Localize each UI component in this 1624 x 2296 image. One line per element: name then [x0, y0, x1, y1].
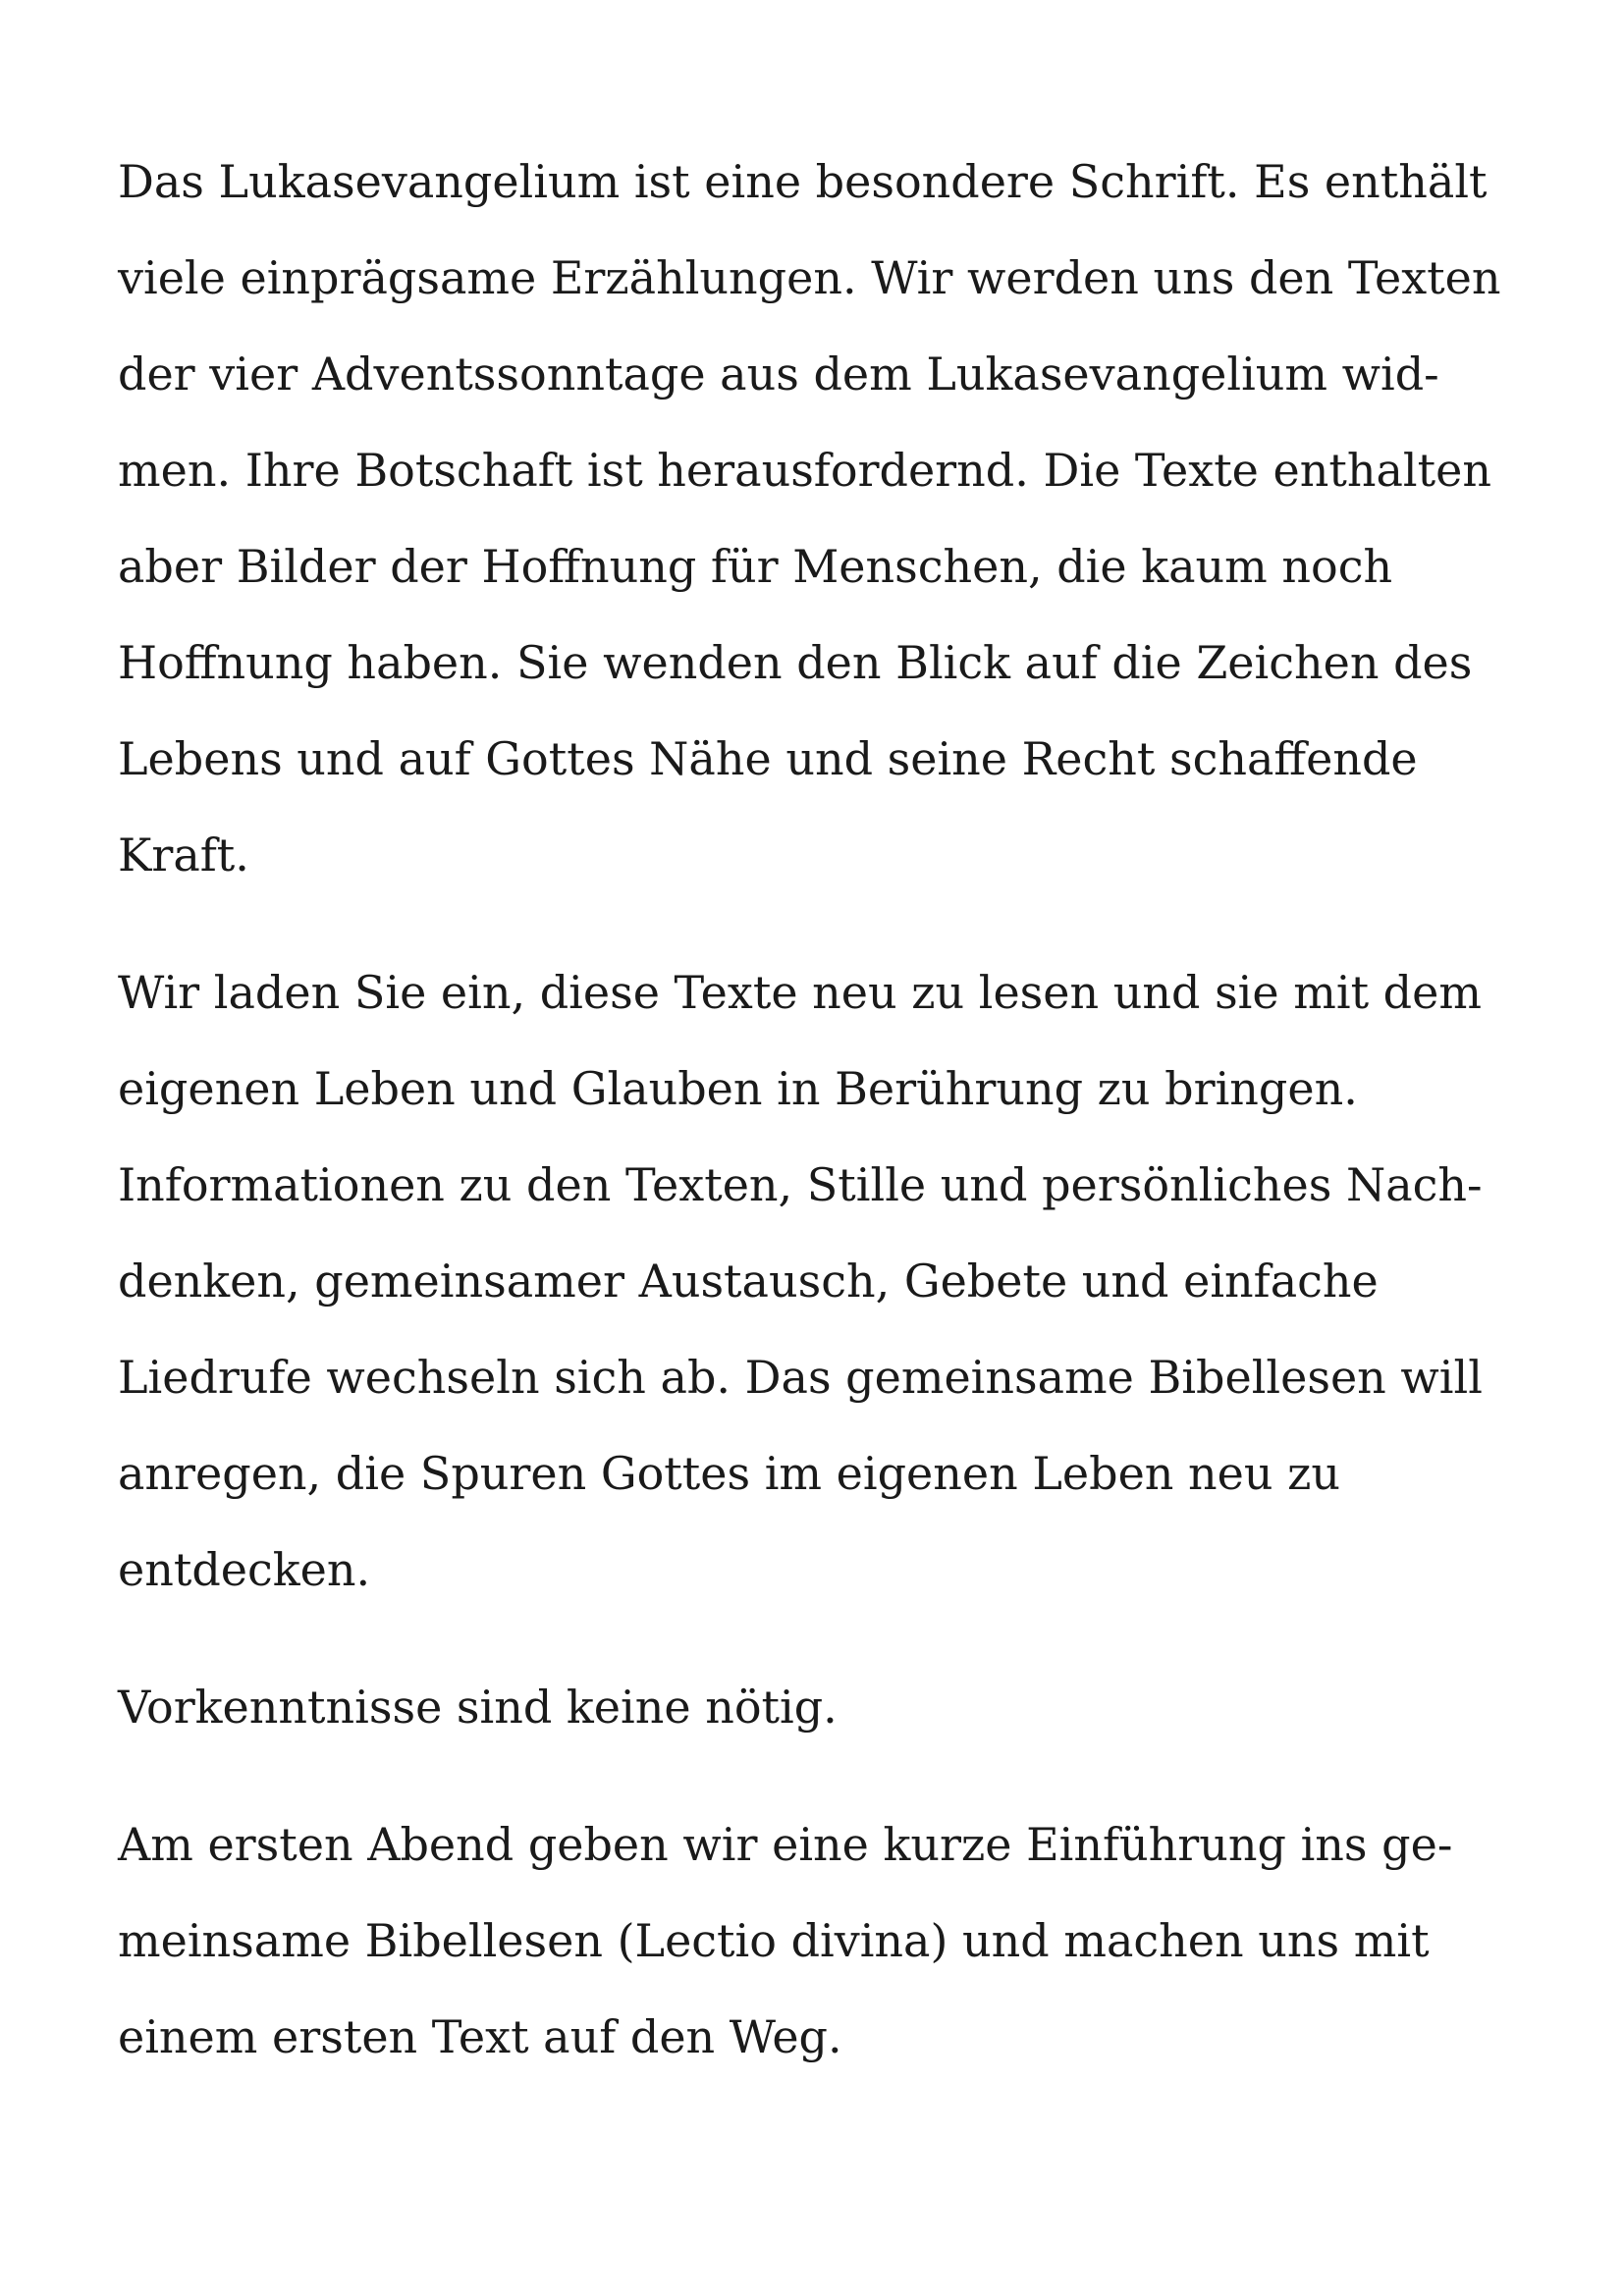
text-line: Das Lukasevangelium ist eine besondere Schrift. Es enthält — [118, 155, 1488, 208]
paragraph-invitation — [118, 944, 1542, 1618]
text-line: Vorkenntnisse sind keine nötig. — [118, 1681, 838, 1734]
text-line: aber Bilder der Hoffnung für Menschen, die kaum noch — [118, 540, 1393, 593]
text-line: der vier Adventssonntage aus dem Lukasevangelium wid- — [118, 347, 1439, 400]
text-line: meinsame Bibellesen (Lectio divina) und machen uns mit — [118, 1914, 1430, 1967]
text-line: Lebens und auf Gottes Nähe und seine Recht schaffende — [118, 732, 1418, 785]
text-line: entdecken. — [118, 1543, 371, 1596]
text-line: Liedrufe wechseln sich ab. Das gemeinsame Bibellesen will — [118, 1351, 1483, 1404]
text-line: Wir laden Sie ein, diese Texte neu zu lesen und sie mit dem — [118, 966, 1482, 1019]
text-line: viele einprägsame Erzählungen. Wir werden uns den Texten — [118, 251, 1501, 304]
text-line: Informationen zu den Texten, Stille und persönliches Nach- — [118, 1158, 1483, 1211]
text-line: anregen, die Spuren Gottes im eigenen Leben neu zu — [118, 1447, 1341, 1500]
text-line: men. Ihre Botschaft ist herausfordernd. Die Texte enthalten — [118, 444, 1491, 497]
text-line: denken, gemeinsamer Austausch, Gebete und einfache — [118, 1255, 1379, 1308]
paragraph-first-evening — [118, 1796, 1542, 2085]
text-line: eigenen Leben und Glauben in Berührung zu bringen. — [118, 1062, 1358, 1115]
text-line: Kraft. — [118, 828, 249, 881]
paragraph-prerequisites — [118, 1659, 1542, 1755]
text-line: Hoffnung haben. Sie wenden den Blick auf die Zeichen des — [118, 636, 1473, 689]
body-text — [118, 133, 1542, 2126]
paragraph-intro — [118, 133, 1542, 903]
text-line: Am ersten Abend geben wir eine kurze Einführung ins ge- — [118, 1818, 1453, 1871]
text-line: einem ersten Text auf den Weg. — [118, 2010, 842, 2063]
